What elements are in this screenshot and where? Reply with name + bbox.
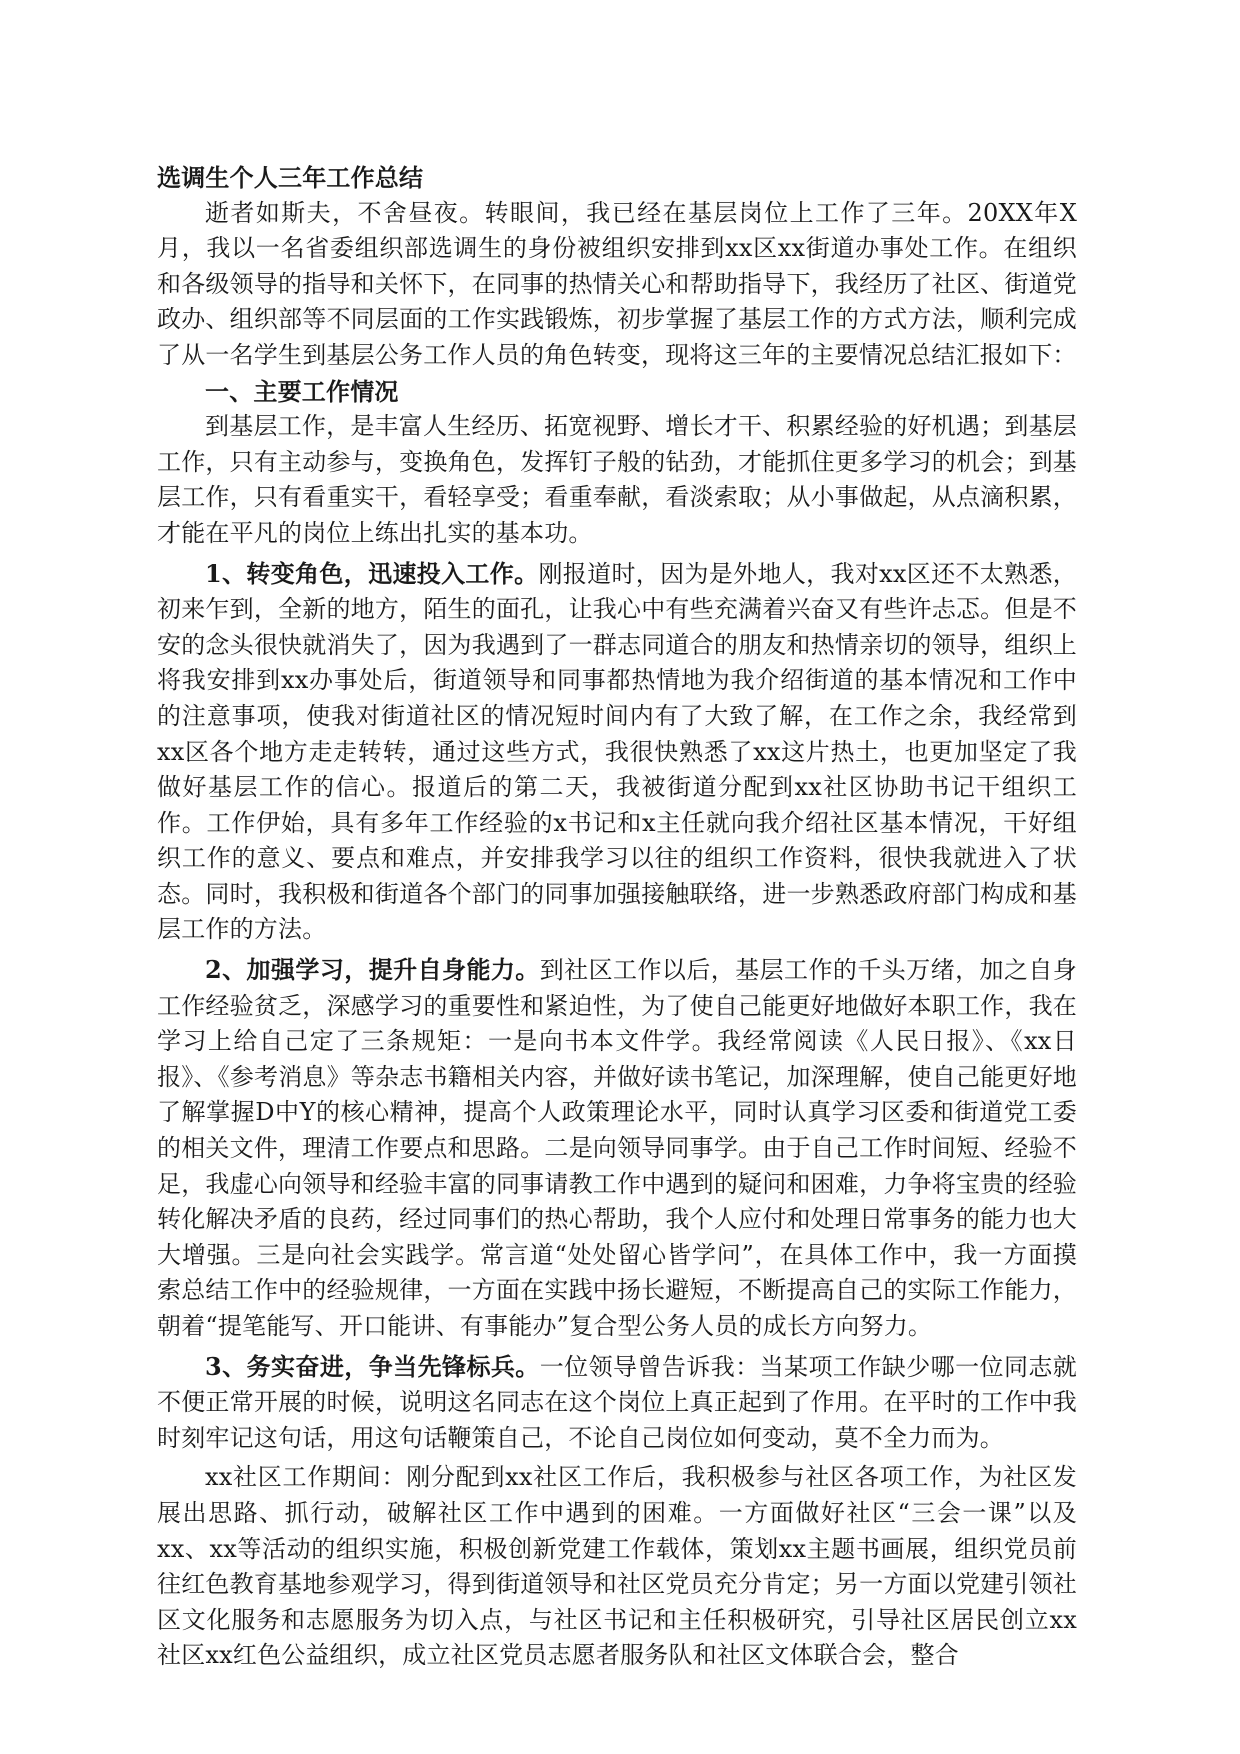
item-1-paragraph (157, 556, 1077, 949)
item-1-text: 刚报道时，因为是外地人，我对xx区还不太熟悉，初来乍到，全新的地方，陌生的面孔，让我心中有些充满着兴奋又有些许忐忑。但是不安的念头很快就消失了，因为我遇到了一群志同道合的朋友和热情亲切的领导，组织上将我安排到xx办事处后，街道领导和同事都热情地为我介绍街道的基本情况和工作中的注意事项，使我对街道社区的情况短时间内有了大致了解，在工作之余，我经常到xx区各个地方走走转转，通过这些方式，我很快熟悉了xx这片热土，也更加坚定了我做好基层工作的信心。报道后的第二天，我被街道分配到xx社区协助书记干组织工作。工作伊始，具有多年工作经验的x书记和x主任就向我介绍社区基本情况，干好组织工作的意义、要点和难点，并安排我学习以往的组织工作资料，很快我就进入了状态。同时，我积极和街道各个部门的同事加强接触联络，进一步熟悉政府部门构成和基层工作的方法。 (157, 559, 1078, 944)
intro-paragraph: 逝者如斯夫，不舍昼夜。转眼间，我已经在基层岗位上工作了三年。20XX年X月，我以一名省委组织部选调生的身份被组织安排到xx区xx街道办事处工作。在组织和各级领导的指导和关怀下，在同事的热情关心和帮助指导下，我经历了社区、街道党政办、组织部等不同层面的工作实践锻炼，初步掌握了基层工作的方式方法，顺利完成了从一名学生到基层公务工作人员的角色转变，现将这三年的主要情况总结汇报如下： (157, 198, 1077, 369)
item-3-lead: 3、务实奋进，争当先锋标兵。 (205, 1351, 540, 1381)
document-page (157, 160, 1077, 1674)
item-2-lead: 2、加强学习，提升自身能力。 (205, 955, 540, 985)
document-title: 选调生个人三年工作总结 (157, 163, 424, 192)
section-heading: 一、主要工作情况 (205, 376, 399, 406)
item-2-text: 到社区工作以后，基层工作的千头万绪，加之自身工作经验贫乏，深感学习的重要性和紧迫性，为了使自己能更好地做好本职工作，我在学习上给自己定了三条规矩：一是向书本文件学。我经常阅读《人民日报》、《xx日报》、《参考消息》等杂志书籍相关内容，并做好读书笔记，加深理解，使自己能更好地了解掌握D中Y的核心精神，提高个人政策理论水平，同时认真学习区委和街道党工委的相关文件，理清工作要点和思路。二是向领导同事学。由于自己工作时间短、经验不足，我虚心向领导和经验丰富的同事请教工作中遇到的疑问和困难，力争将宝贵的经验转化解决矛盾的良药，经过同事们的热心帮助，我个人应付和处理日常事务的能力也大大增强。三是向社会实践学。常言道“处处留心皆学问”，在具体工作中，我一方面摸索总结工作中的经验规律，一方面在实践中扬长避短，不断提高自己的实际工作能力，朝着“提笔能写、开口能讲、有事能办”复合型公务人员的成长方向努力。 (157, 956, 1078, 1340)
item-3-text: 一位领导曾告诉我：当某项工作缺少哪一位同志就不便正常开展的时候，说明这名同志在这个岗位上真正起到了作用。在平时的工作中我时刻牢记这句话，用这句话鞭策自己，不论自己岗位如何变动，莫不全力而为。 (157, 1352, 1078, 1452)
item-1-lead: 1、转变角色，迅速投入工作。 (205, 558, 539, 588)
item-2-paragraph (157, 952, 1077, 1345)
item-3-paragraph (157, 1349, 1077, 1457)
section-paragraph: 到基层工作，是丰富人生经历、拓宽视野、增长才干、积累经验的好机遇；到基层工作，只有主动参与，变换角色，发挥钉子般的钻劲，才能抓住更多学习的机会；到基层工作，只有看重实干，看轻享受；看重奉献，看淡索取；从小事做起，从点滴积累，才能在平凡的岗位上练出扎实的基本功。 (157, 412, 1077, 547)
community-paragraph: xx社区工作期间：刚分配到xx社区工作后，我积极参与社区各项工作，为社区发展出思路、抓行动，破解社区工作中遇到的困难。一方面做好社区“三会一课”以及xx、xx等活动的组织实施，积极创新党建工作载体，策划xx主题书画展，组织党员前往红色教育基地参观学习，得到街道领导和社区党员充分肯定；另一方面以党建引领社区文化服务和志愿服务为切入点，与社区书记和主任积极研究，引导社区居民创立xx社区xx红色公益组织，成立社区党员志愿者服务队和社区文体联合会，整合 (157, 1463, 1077, 1670)
